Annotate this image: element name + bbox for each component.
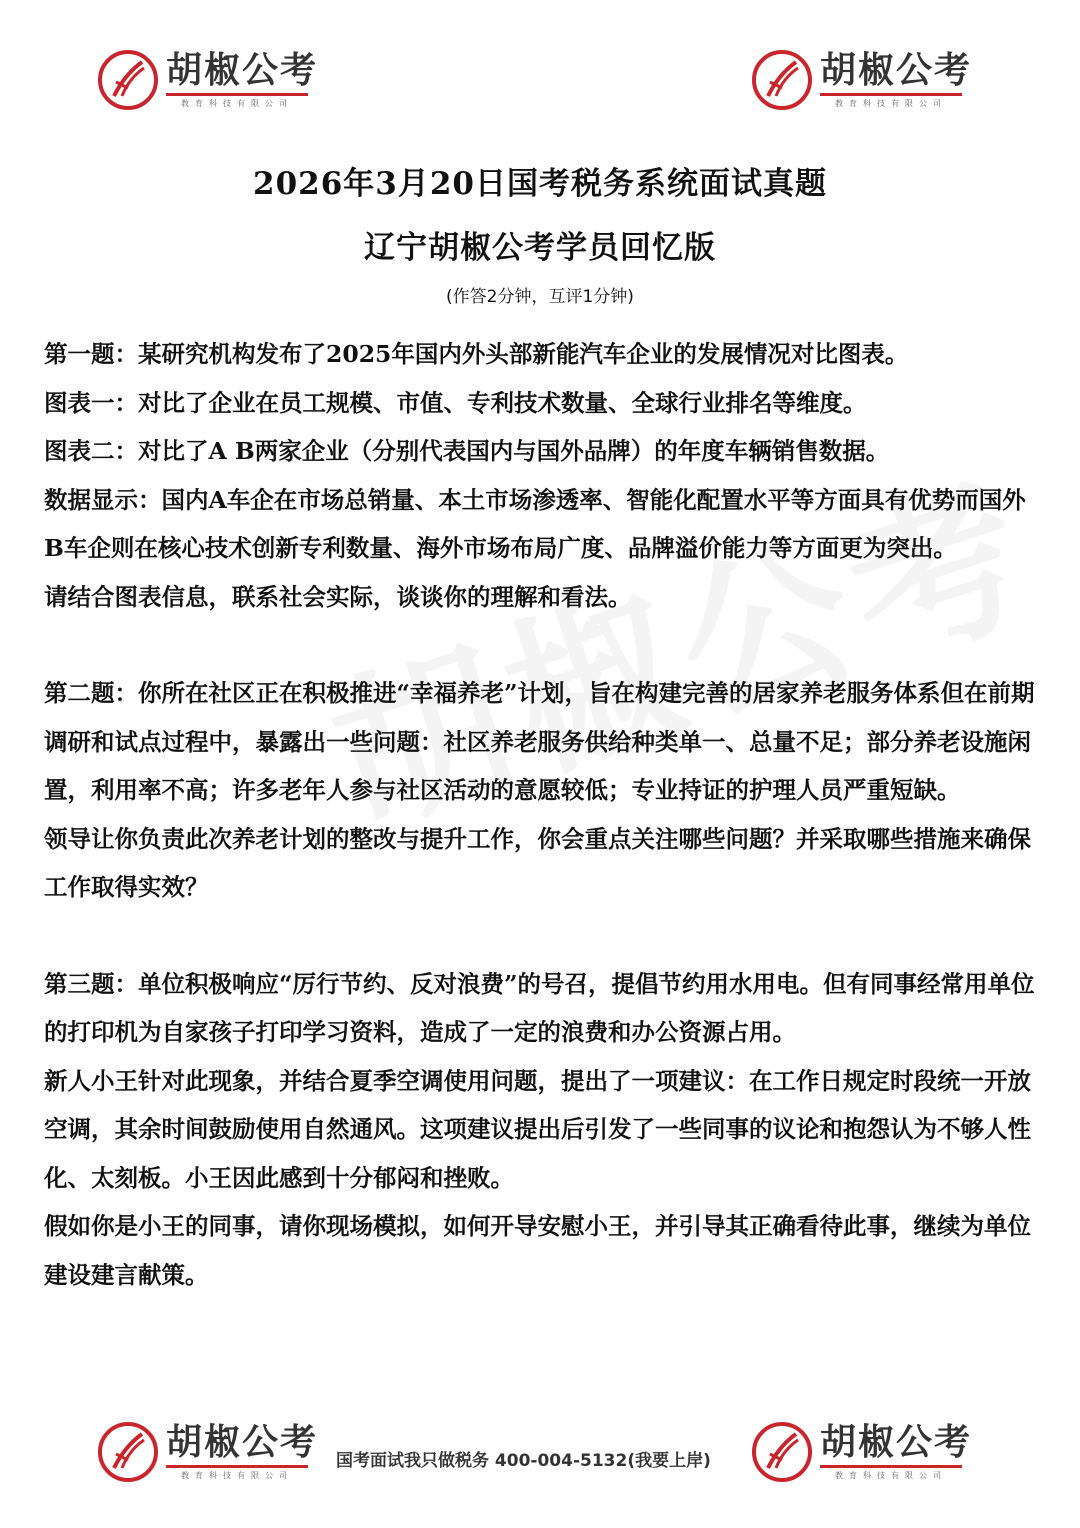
- pepper-logo-icon: [98, 50, 158, 110]
- q1-intro: 第一题：某研究机构发布了2025年国内外头部新能汽车企业的发展情况对比图表。: [44, 340, 909, 368]
- q1-chart1: 图表一：对比了企业在员工规模、市值、专利技术数量、全球行业排名等维度。: [44, 388, 867, 417]
- brand-logo-bottom-left: [98, 1412, 318, 1492]
- brand-logo-bottom-right: [752, 1412, 972, 1492]
- brand-subtitle: 教育科技有限公司: [820, 1465, 962, 1481]
- page-subtitle: 辽宁胡椒公考学员回忆版: [364, 230, 716, 266]
- q1-prompt: 请结合图表信息，联系社会实际，谈谈你的理解和看法。: [44, 582, 632, 611]
- brand-subtitle: 教育科技有限公司: [820, 93, 962, 109]
- brand-subtitle: 教育科技有限公司: [166, 1465, 308, 1481]
- brand-logo-top-left: [98, 40, 318, 120]
- pepper-logo-icon: [752, 50, 812, 110]
- pepper-logo-icon: [98, 1422, 158, 1482]
- q2-prompt: 领导让你负责此次养老计划的整改与提升工作，你会重点关注哪些问题？并采取哪些措施来确保工作取得实效？: [44, 824, 1031, 901]
- brand-name: 胡椒公考: [820, 50, 973, 91]
- brand-name: 胡椒公考: [166, 50, 319, 91]
- q1-data: 数据显示：国内A车企在市场总销量、本土市场渗透率、智能化配置水平等方面具有优势而国外B车企则在核心技术创新专利数量、海外市场布局广度、品牌溢价能力等方面更为突出。: [44, 485, 1026, 562]
- brand-logo-top-right: [752, 40, 972, 120]
- question-content: [44, 330, 1040, 1299]
- q3-situation: 新人小王针对此现象，并结合夏季空调使用问题，提出了一项建议：在工作日规定时段统一开放空调，其余时间鼓励使用自然通风。这项建议提出后引发了一些同事的议论和抱怨认为不够人性化、太刻板。小王因此感到十分郁闷和挫败。: [44, 1066, 1031, 1192]
- q3-prompt: 假如你是小王的同事，请你现场模拟，如何开导安慰小王，并引导其正确看待此事，继续为单位建设建言献策。: [44, 1212, 1031, 1289]
- brand-subtitle: 教育科技有限公司: [166, 93, 308, 109]
- page-title: 2026年3月20日国考税务系统面试真题: [253, 166, 827, 202]
- brand-name: 胡椒公考: [166, 1422, 319, 1463]
- q1-chart2: 图表二：对比了A B两家企业（分别代表国内与国外品牌）的年度车辆销售数据。: [44, 437, 890, 465]
- q2-intro: 第二题：你所在社区正在积极推进“幸福养老”计划，旨在构建完善的居家养老服务体系但在前期调研和试点过程中，暴露出一些问题：社区养老服务供给种类单一、总量不足；部分养老设施闲置，利用率不高；许多老年人参与社区活动的意愿较低；专业持证的护理人员严重短缺。: [44, 679, 1035, 804]
- q3-intro: 第三题：单位积极响应“厉行节约、反对浪费”的号召，提倡节约用水用电。但有同事经常用单位的打印机为自家孩子打印学习资料，造成了一定的浪费和办公资源占用。: [44, 969, 1035, 1046]
- pepper-logo-icon: [752, 1422, 812, 1482]
- timing-note: (作答2分钟，互评1分钟): [446, 287, 634, 307]
- brand-name: 胡椒公考: [820, 1422, 973, 1463]
- footer-slogan: 国考面试我只做税务 400-004-5132(我要上岸): [336, 1451, 711, 1471]
